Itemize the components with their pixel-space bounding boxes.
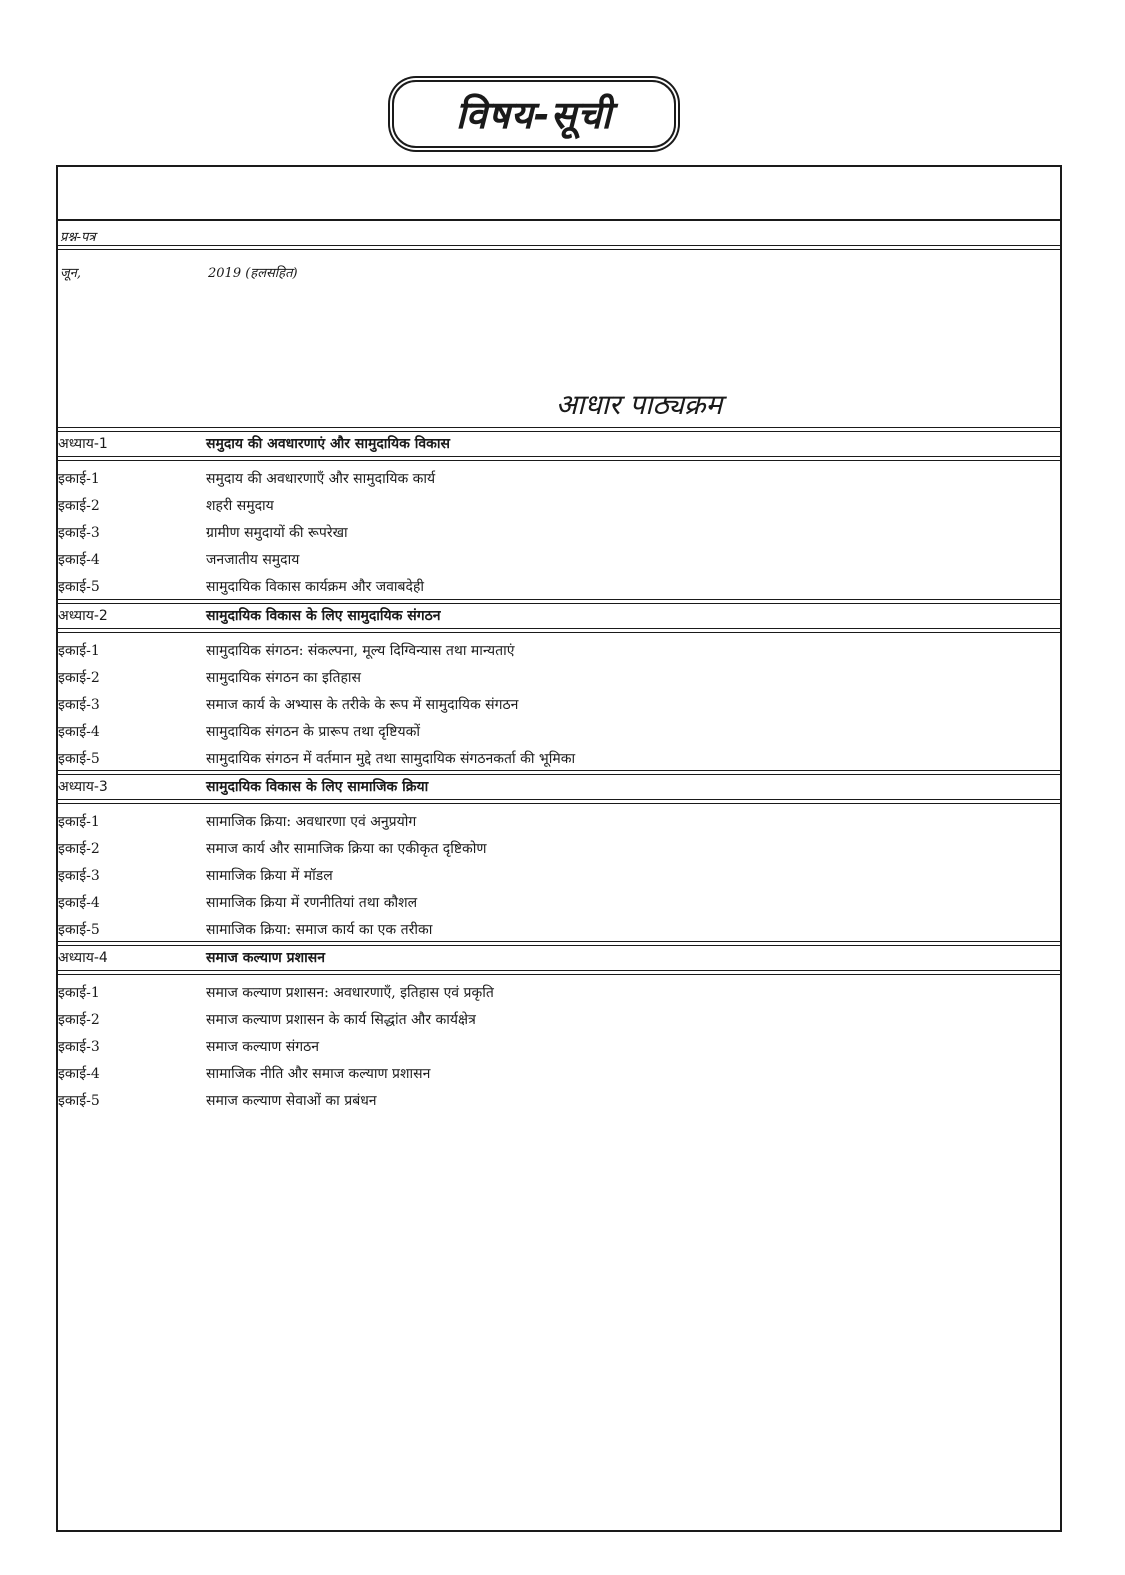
unit-number: इकाई-3 bbox=[58, 1039, 100, 1055]
unit-number: इकाई-1 bbox=[58, 643, 100, 659]
chapter-row bbox=[58, 773, 1060, 800]
paper-year: 2019 (हलसहित) bbox=[208, 266, 298, 281]
unit-row bbox=[58, 573, 1060, 600]
chapter-title: सामुदायिक विकास के लिए सामुदायिक संगठन bbox=[206, 608, 441, 624]
unit-row bbox=[58, 637, 1060, 664]
unit-title: सामुदायिक संगठन: संकल्पना, मूल्य दिग्विन्यास तथा मान्यताएं bbox=[206, 643, 515, 659]
unit-number: इकाई-3 bbox=[58, 525, 100, 541]
unit-row bbox=[58, 1060, 1060, 1087]
chapter-row bbox=[58, 602, 1060, 629]
unit-number: इकाई-4 bbox=[58, 724, 100, 740]
page-title: विषय-सूची bbox=[455, 93, 613, 137]
chapter-title: समुदाय की अवधारणाएं और सामुदायिक विकास bbox=[206, 436, 451, 452]
chapter-divider bbox=[58, 799, 1060, 804]
unit-title: समाज कल्याण प्रशासन: अवधारणाएँ, इतिहास एवं प्रकृति bbox=[206, 985, 494, 1001]
chapter-divider bbox=[58, 628, 1060, 633]
unit-row bbox=[58, 745, 1060, 772]
unit-row bbox=[58, 835, 1060, 862]
unit-row bbox=[58, 979, 1060, 1006]
unit-title: सामुदायिक विकास कार्यक्रम और जवाबदेही bbox=[206, 579, 425, 595]
chapter-number: अध्याय-2 bbox=[58, 608, 108, 624]
unit-number: इकाई-5 bbox=[58, 579, 100, 595]
unit-title: समुदाय की अवधारणाएँ और सामुदायिक कार्य bbox=[206, 471, 436, 487]
unit-row bbox=[58, 1087, 1060, 1114]
chapter-number: अध्याय-3 bbox=[58, 779, 108, 795]
unit-row bbox=[58, 889, 1060, 916]
unit-number: इकाई-1 bbox=[58, 985, 100, 1001]
unit-title: समाज कल्याण सेवाओं का प्रबंधन bbox=[206, 1093, 377, 1109]
contents-frame bbox=[56, 165, 1062, 1532]
unit-row bbox=[58, 862, 1060, 889]
unit-number: इकाई-5 bbox=[58, 922, 100, 938]
unit-title: सामुदायिक संगठन में वर्तमान मुद्दे तथा सामुदायिक संगठनकर्ता की भूमिका bbox=[206, 751, 576, 767]
unit-title: ग्रामीण समुदायों की रूपरेखा bbox=[206, 525, 348, 541]
subject-title: आधार पाठ्यक्रम bbox=[555, 388, 723, 421]
unit-row bbox=[58, 916, 1060, 943]
unit-title: सामुदायिक संगठन का इतिहास bbox=[206, 670, 362, 686]
chapter-title: सामुदायिक विकास के लिए सामाजिक क्रिया bbox=[206, 779, 429, 795]
unit-row bbox=[58, 519, 1060, 546]
unit-row bbox=[58, 664, 1060, 691]
page-title-box bbox=[392, 80, 676, 148]
unit-row bbox=[58, 808, 1060, 835]
unit-number: इकाई-2 bbox=[58, 841, 100, 857]
divider bbox=[58, 245, 1060, 250]
unit-number: इकाई-1 bbox=[58, 471, 100, 487]
chapter-row bbox=[58, 430, 1060, 457]
unit-title: समाज कार्य और सामाजिक क्रिया का एकीकृत दृष्टिकोण bbox=[206, 841, 487, 857]
unit-number: इकाई-2 bbox=[58, 670, 100, 686]
unit-number: इकाई-3 bbox=[58, 868, 100, 884]
unit-title: समाज कार्य के अभ्यास के तरीके के रूप में सामुदायिक संगठन bbox=[206, 697, 519, 713]
unit-number: इकाई-4 bbox=[58, 1066, 100, 1082]
unit-row bbox=[58, 718, 1060, 745]
unit-title: सामाजिक क्रिया: समाज कार्य का एक तरीका bbox=[206, 922, 433, 938]
unit-title: समाज कल्याण प्रशासन के कार्य सिद्धांत और कार्यक्षेत्र bbox=[206, 1012, 476, 1028]
unit-title: सामाजिक क्रिया में रणनीतियां तथा कौशल bbox=[206, 895, 418, 911]
unit-title: सामाजिक क्रिया: अवधारणा एवं अनुप्रयोग bbox=[206, 814, 417, 830]
chapter-divider bbox=[58, 456, 1060, 461]
unit-number: इकाई-2 bbox=[58, 1012, 100, 1028]
unit-number: इकाई-4 bbox=[58, 552, 100, 568]
unit-title: सामाजिक क्रिया में मॉडल bbox=[206, 868, 333, 884]
unit-number: इकाई-2 bbox=[58, 498, 100, 514]
unit-number: इकाई-4 bbox=[58, 895, 100, 911]
unit-row bbox=[58, 465, 1060, 492]
unit-title: शहरी समुदाय bbox=[206, 498, 274, 514]
unit-title: जनजातीय समुदाय bbox=[206, 552, 300, 568]
divider bbox=[58, 219, 1060, 221]
unit-number: इकाई-1 bbox=[58, 814, 100, 830]
unit-row bbox=[58, 546, 1060, 573]
unit-number: इकाई-5 bbox=[58, 1093, 100, 1109]
chapter-number: अध्याय-1 bbox=[58, 436, 108, 452]
unit-number: इकाई-5 bbox=[58, 751, 100, 767]
unit-title: सामुदायिक संगठन के प्रारूप तथा दृष्टियकों bbox=[206, 724, 420, 740]
paper-month: जून, bbox=[60, 266, 81, 281]
paper-label: प्रश्न-पत्र bbox=[60, 230, 96, 245]
unit-title: सामाजिक नीति और समाज कल्याण प्रशासन bbox=[206, 1066, 431, 1082]
chapter-number: अध्याय-4 bbox=[58, 950, 108, 966]
unit-row bbox=[58, 1033, 1060, 1060]
unit-row bbox=[58, 691, 1060, 718]
unit-row bbox=[58, 1006, 1060, 1033]
chapter-title: समाज कल्याण प्रशासन bbox=[206, 950, 325, 966]
unit-number: इकाई-3 bbox=[58, 697, 100, 713]
unit-row bbox=[58, 492, 1060, 519]
chapter-row bbox=[58, 944, 1060, 971]
unit-title: समाज कल्याण संगठन bbox=[206, 1039, 320, 1055]
chapter-divider bbox=[58, 970, 1060, 975]
